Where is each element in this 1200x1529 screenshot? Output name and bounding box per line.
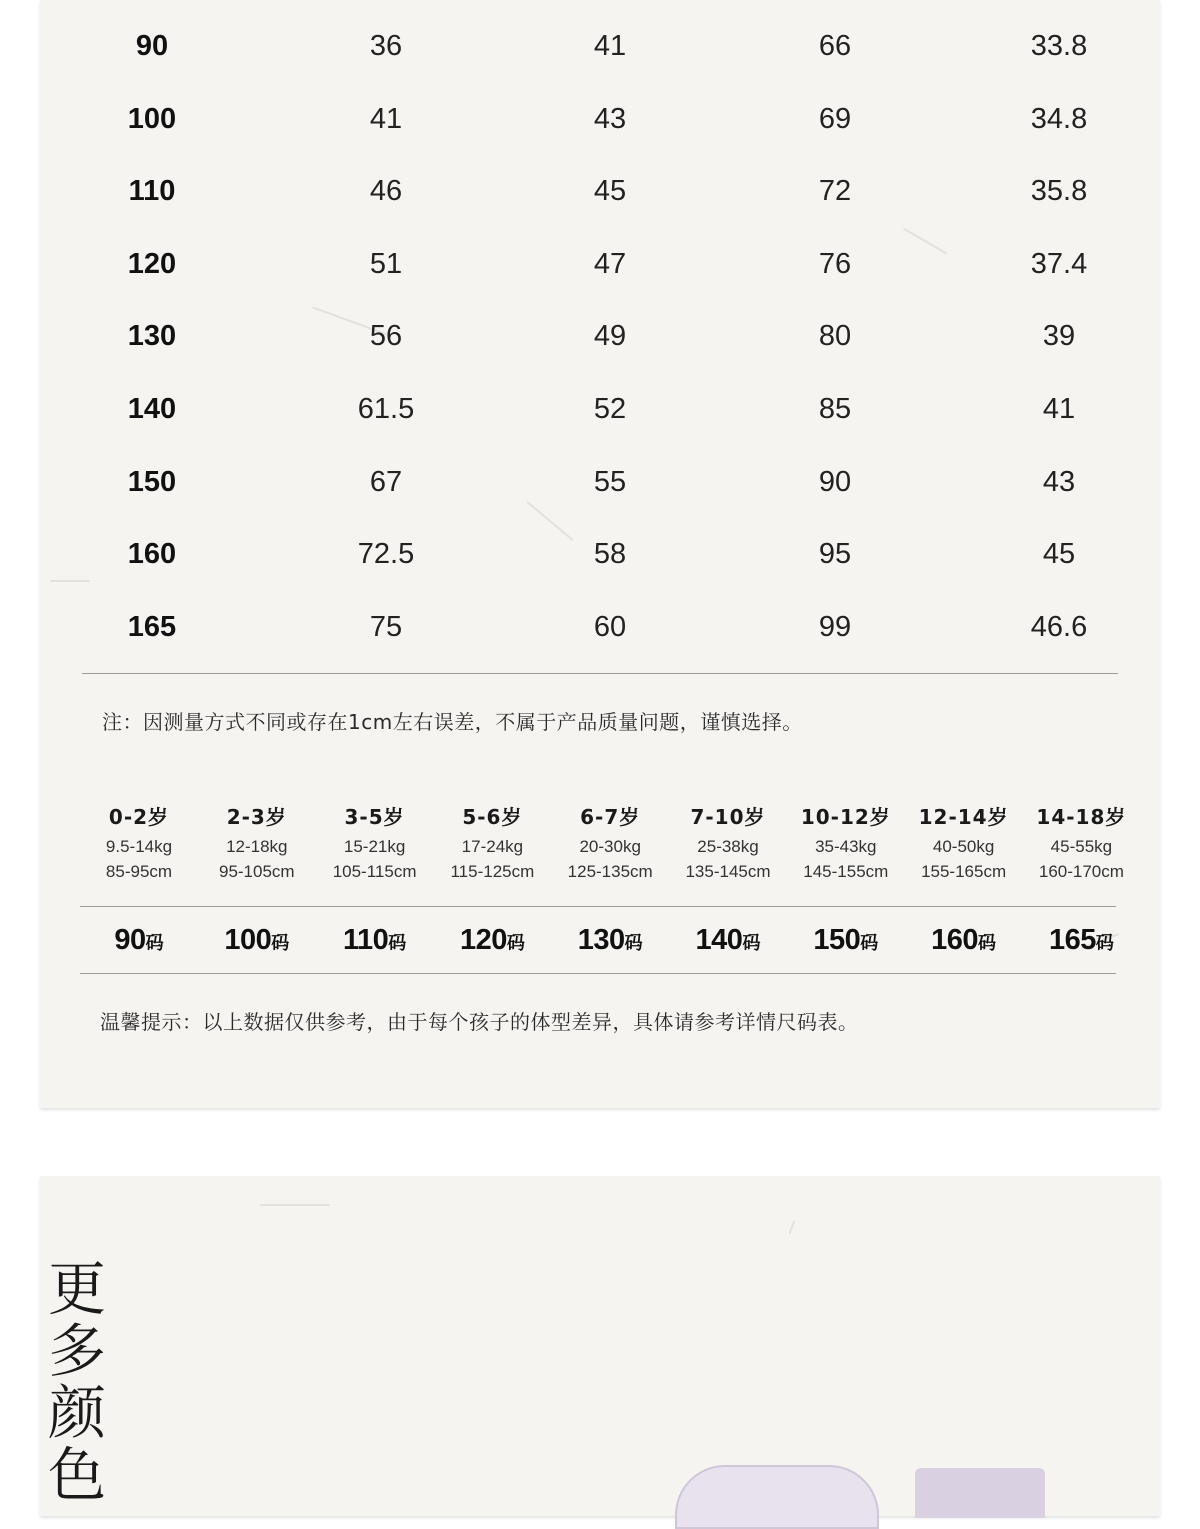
size-code: [551, 920, 669, 964]
size-unit: 码: [742, 933, 761, 954]
table-row: [40, 373, 1160, 446]
size-number: 160: [931, 924, 979, 956]
table-row: [40, 155, 1160, 228]
age-column: [787, 800, 905, 884]
size-cell: 130: [127, 320, 177, 353]
size-cell: 140: [127, 392, 177, 425]
age-label: 2-3岁: [226, 805, 287, 829]
measure-cell: 58: [593, 538, 627, 571]
measure-cell: 72: [818, 175, 852, 208]
weight-range: 12-18kg: [226, 837, 288, 856]
table-row: [40, 228, 1160, 301]
age-label: 6-7岁: [580, 805, 641, 829]
size-cell: 165: [127, 610, 177, 643]
measure-cell: 95: [818, 538, 852, 571]
age-column: [433, 800, 551, 884]
size-code: [787, 920, 905, 964]
weight-range: 40-50kg: [932, 837, 995, 856]
measure-cell: 33.8: [1030, 30, 1088, 62]
size-code: [80, 920, 198, 964]
size-cell: 160: [127, 538, 177, 571]
measure-cell: 37.4: [1030, 247, 1088, 280]
height-range: 160-170cm: [1038, 862, 1124, 881]
height-range: 115-125cm: [450, 862, 535, 881]
weight-range: 17-24kg: [461, 837, 524, 856]
height-range: 145-155cm: [803, 862, 889, 881]
measure-cell: 46: [369, 175, 403, 208]
measure-cell: 76: [818, 247, 852, 280]
table-row: [40, 591, 1160, 664]
size-cell: 90: [135, 30, 169, 62]
size-number: 110: [342, 924, 389, 956]
size-unit: 码: [506, 933, 525, 954]
measure-cell: 69: [818, 102, 852, 135]
weight-range: 35-43kg: [815, 837, 877, 856]
size-cell: 110: [128, 175, 176, 208]
measure-cell: 45: [1042, 538, 1076, 571]
size-number: 130: [577, 924, 625, 956]
measure-cell: 34.8: [1030, 102, 1088, 135]
weight-range: 20-30kg: [579, 837, 641, 856]
measure-cell: 39: [1042, 320, 1076, 353]
measure-cell: 85: [818, 392, 852, 425]
size-code: [1022, 920, 1140, 964]
paper-fiber: [789, 1220, 796, 1234]
measure-cell: 45: [593, 175, 627, 208]
table-row: [40, 300, 1160, 373]
garment-pants-image[interactable]: [915, 1468, 1045, 1518]
measure-cell: 72.5: [357, 538, 415, 571]
size-code: [316, 920, 434, 964]
age-label: 7-10岁: [690, 805, 766, 829]
measure-cell: 61.5: [357, 392, 415, 425]
measure-cell: 41: [593, 30, 627, 62]
measure-cell: 43: [593, 102, 627, 135]
measure-cell: 67: [369, 465, 403, 498]
chart-divider-bottom: [80, 973, 1116, 974]
measure-cell: 99: [818, 610, 852, 643]
measurement-note: 注：因测量方式不同或存在1cm左右误差，不属于产品质量问题，谨慎选择。: [102, 710, 803, 734]
age-column: [1022, 800, 1140, 884]
height-range: 95-105cm: [218, 862, 295, 881]
age-label: 10-12岁: [800, 805, 891, 829]
size-code: [198, 920, 316, 964]
height-range: 125-135cm: [567, 862, 653, 881]
size-number: 90: [114, 924, 146, 956]
measurement-table: [40, 10, 1160, 663]
measure-cell: 46.6: [1030, 610, 1088, 643]
age-column: [669, 800, 787, 884]
size-unit: 码: [624, 933, 643, 954]
size-unit: 码: [1095, 933, 1114, 954]
table-row: [40, 518, 1160, 591]
measure-cell: 90: [818, 465, 852, 498]
measure-cell: 41: [1042, 392, 1076, 425]
size-cell: 150: [127, 465, 177, 498]
height-range: 155-165cm: [921, 862, 1007, 881]
measure-cell: 66: [818, 30, 852, 62]
height-range: 105-115cm: [332, 862, 417, 881]
age-column: [80, 800, 198, 884]
age-label: 12-14岁: [918, 805, 1009, 829]
measure-cell: 60: [593, 610, 627, 643]
measure-cell: 35.8: [1030, 175, 1088, 208]
age-label: 0-2岁: [108, 805, 170, 829]
weight-range: 15-21kg: [343, 837, 406, 856]
age-column: [905, 800, 1023, 884]
size-unit: 码: [145, 933, 164, 954]
measure-cell: 55: [593, 465, 627, 498]
size-cell: 120: [127, 247, 177, 280]
size-unit: 码: [388, 933, 407, 954]
age-column: [316, 800, 434, 884]
measure-cell: 56: [369, 320, 403, 353]
measure-cell: 49: [593, 320, 627, 353]
measure-cell: 51: [369, 247, 403, 280]
size-cell: 100: [127, 102, 177, 135]
measure-cell: 52: [593, 392, 627, 425]
weight-range: 25-38kg: [697, 837, 759, 856]
size-code: [905, 920, 1023, 964]
size-info-panel: [40, 0, 1160, 1108]
measure-cell: 43: [1042, 465, 1076, 498]
size-unit: 码: [271, 933, 290, 954]
size-unit: 码: [860, 933, 879, 954]
measure-cell: 75: [369, 610, 403, 643]
measure-cell: 47: [593, 247, 627, 280]
measure-cell: 41: [369, 102, 403, 135]
garment-top-image[interactable]: [675, 1465, 879, 1529]
chart-divider-top: [80, 906, 1116, 907]
age-label: 14-18岁: [1036, 805, 1127, 829]
height-range: 135-145cm: [685, 862, 771, 881]
weight-range: 45-55kg: [1050, 837, 1113, 856]
size-number: 100: [224, 924, 272, 956]
size-unit: 码: [978, 933, 997, 954]
measure-cell: 36: [369, 30, 403, 62]
size-number: 165: [1048, 924, 1096, 956]
age-label: 3-5岁: [344, 805, 405, 829]
more-colors-title: 更多颜色: [48, 1255, 107, 1509]
more-colors-panel: [40, 1176, 1160, 1516]
size-number: 120: [459, 924, 507, 956]
size-code: [669, 920, 787, 964]
table-row: [40, 446, 1160, 519]
table-divider: [82, 673, 1118, 674]
size-code: [433, 920, 551, 964]
height-range: 85-95cm: [105, 862, 173, 881]
age-label: 5-6岁: [462, 805, 523, 829]
measure-cell: 80: [818, 320, 852, 353]
age-column: [198, 800, 316, 884]
size-number: 150: [813, 924, 861, 956]
table-row: [40, 10, 1160, 83]
weight-range: 9.5-14kg: [105, 837, 173, 856]
tip-note: 温馨提示：以上数据仅供参考，由于每个孩子的体型差异，具体请参考详情尺码表。: [100, 1010, 859, 1034]
age-column: [551, 800, 669, 884]
size-number: 140: [695, 924, 743, 956]
table-row: [40, 83, 1160, 156]
paper-fiber: [260, 1204, 330, 1206]
